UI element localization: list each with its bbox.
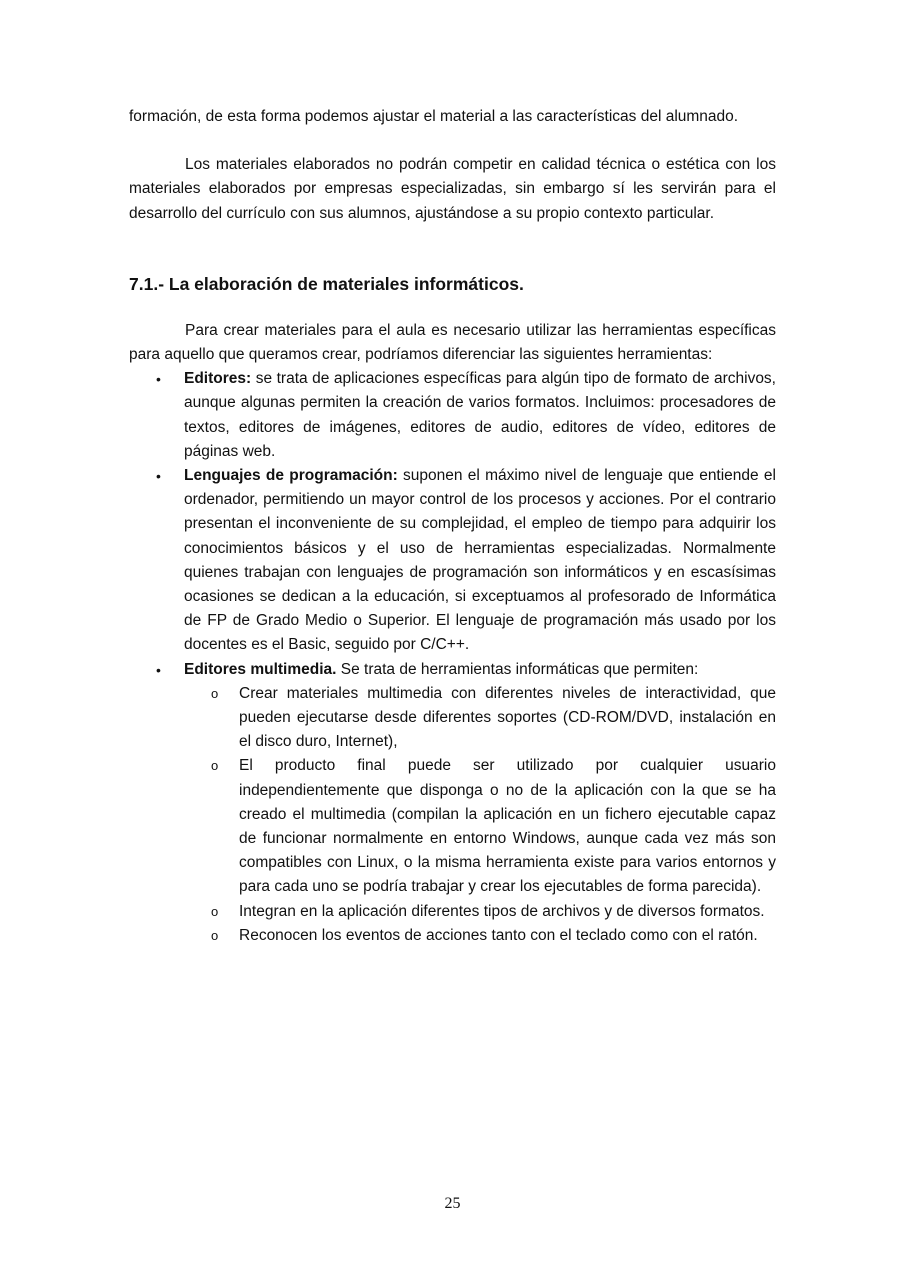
paragraph-materials: Los materiales elaborados no podrán competir en calidad técnica o estética con los materiales elaborados por empresas especializadas, sin embargo sí les servirán para el desarrollo del currículo con sus alumnos, ajustándose a su propio contexto particular.: [129, 156, 776, 222]
bullet-icon: •: [156, 468, 161, 485]
section-intro: Para crear materiales para el aula es necesario utilizar las herramientas específicas para aquello que queramos crear, podríamos diferenciar las siguientes herramientas:: [129, 321, 776, 364]
list-item-text: suponen el máximo nivel de lenguaje que entiende el ordenador, permitiendo un mayor control de los procesos y acciones. Por el contrario presentan el inconveniente de su complejidad, el empleo de tiempo para adquirir los conocimientos básicos y el uso de herramientas especializadas. Normalmente quienes trabajan con lenguajes de programación son informáticos y en escasísimas ocasiones se dedican a la educación, si exceptuamos al profesorado de Informática de FP de Grado Medio o Superior. El lenguaje de programación más usado por los docentes es el Basic, seguido por C/C++.: [184, 467, 776, 654]
paragraph-continuation: formación, de esta forma podemos ajustar el material a las características del alumnado.: [129, 108, 739, 125]
list-item-lenguajes: [129, 464, 776, 658]
list-item-text: Se trata de herramientas informáticas que permiten:: [336, 660, 699, 678]
sublist-item-text: Integran en la aplicación diferentes tipos de archivos y de diversos formatos.: [239, 902, 765, 920]
bullet-icon: •: [156, 661, 161, 678]
sublist-item-text: Reconocen los eventos de acciones tanto con el teclado como con el ratón.: [239, 926, 758, 944]
sublist-item: [129, 900, 776, 924]
list-item-multimedia: [129, 658, 776, 948]
list-item-editores: [129, 367, 776, 464]
circle-bullet-icon: o: [211, 758, 219, 774]
sublist-item-text: El producto final puede ser utilizado por cualquier usuario independientemente que disponga o no de la aplicación con la que se ha creado el multimedia (compilan la aplicación en un fichero ejecutable capaz de funcionar normalmente en entorno Windows, aunque cada vez más son compatibles con Linux, o la misma herramienta existe para varios entornos y para cada uno se podría trabajar y crear los ejecutables de forma parecida).: [239, 757, 776, 896]
list-item-text: se trata de aplicaciones específicas para algún tipo de formato de archivos, aunque algunas permiten la creación de varios formatos. Incluimos: procesadores de textos, editores de imágenes, editores de audio, editores de vídeo, editores de páginas web.: [184, 370, 776, 460]
spacer: [129, 226, 776, 272]
sublist-item-text: Crear materiales multimedia con diferentes niveles de interactividad, que pueden ejecutarse desde diferentes soportes (CD-ROM/DVD, instalación en el disco duro, Internet),: [239, 684, 776, 751]
circle-bullet-icon: o: [211, 927, 219, 943]
document-page: [129, 105, 776, 948]
circle-bullet-icon: o: [211, 903, 219, 919]
sublist-item: [129, 682, 776, 755]
tools-list: [129, 367, 776, 948]
section-heading: 7.1.- La elaboración de materiales informáticos.: [129, 273, 524, 294]
multimedia-sublist: [184, 682, 776, 948]
page-number: 25: [444, 1195, 461, 1212]
bullet-icon: •: [156, 371, 161, 388]
list-item-term: Editores:: [184, 370, 252, 388]
list-item-term: Lenguajes de programación:: [184, 467, 398, 485]
circle-bullet-icon: o: [211, 685, 219, 701]
sublist-item: [129, 924, 776, 948]
list-item-term: Editores multimedia.: [184, 660, 337, 678]
spacer: [129, 129, 776, 153]
sublist-item: [129, 754, 776, 899]
